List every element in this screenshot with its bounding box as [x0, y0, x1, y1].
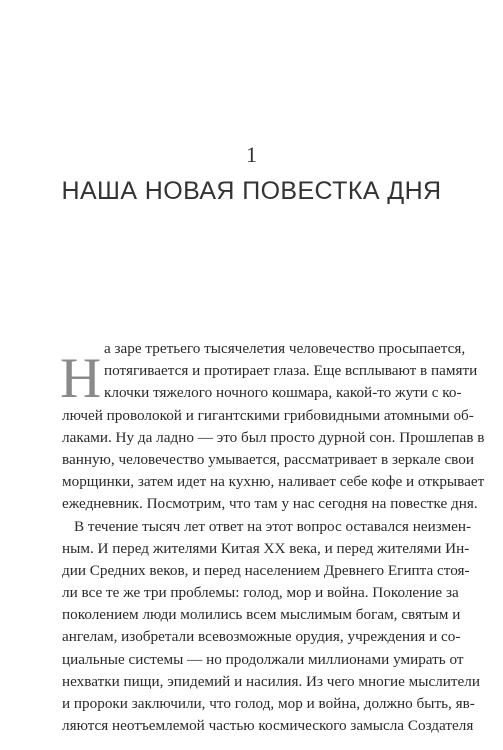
text-line: дии Средних веков, и перед населением Древнего Египта стоя-	[62, 561, 470, 579]
text-line: морщинки, затем идет на кухню, наливает себе кофе и открывает	[62, 473, 485, 491]
text-line: нехватки пищи, эпидемий и насилия. Из чего многие мыслители	[62, 672, 481, 690]
text-line: лаками. Ну да ладно — это был просто дурной сон. Прошлепав в	[62, 428, 485, 446]
chapter-number: 1	[246, 142, 257, 167]
text-line: ным. И перед жителями Китая XX века, и перед жителями Ин-	[62, 539, 470, 557]
body-text	[60, 338, 485, 737]
text-line: и пророки заключили, что голод, мор и война, должно быть, яв-	[62, 695, 475, 712]
drop-cap: Н	[60, 347, 102, 410]
text-line: ангелам, изобретали всевозможные орудия, учреждения и со-	[62, 628, 461, 646]
text-line: циальные системы — но продолжали миллионами умирать от	[62, 650, 464, 668]
text-line: ли все те же три проблемы: голод, мор и война. Поколение за	[62, 584, 459, 602]
text-line: ежедневник. Посмотрим, что там у нас сегодня на повестке дня.	[62, 495, 478, 513]
text-line: потягивается и протирает глаза. Еще всплывают в памяти	[104, 362, 478, 380]
chapter-title: НАША НОВАЯ ПОВЕСТКА ДНЯ	[61, 177, 442, 205]
text-line: В течение тысяч лет ответ на этот вопрос оставался неизмен-	[74, 517, 472, 535]
text-line: ванную, человечество умывается, рассматривает в зеркале свои	[62, 450, 474, 468]
text-line: а заре третьего тысячелетия человечество просыпается,	[104, 340, 466, 357]
text-line: лючей проволокой и гигантскими грибовидными атомными об-	[62, 406, 474, 424]
text-line: клочки тяжелого ночного кошмара, какой-то жути с ко-	[104, 384, 462, 402]
text-line: ляются неотъемлемой частью космического замысла Создателя	[62, 717, 474, 735]
text-line: поколением люди молились всем мыслимым богам, святым и	[62, 606, 461, 624]
